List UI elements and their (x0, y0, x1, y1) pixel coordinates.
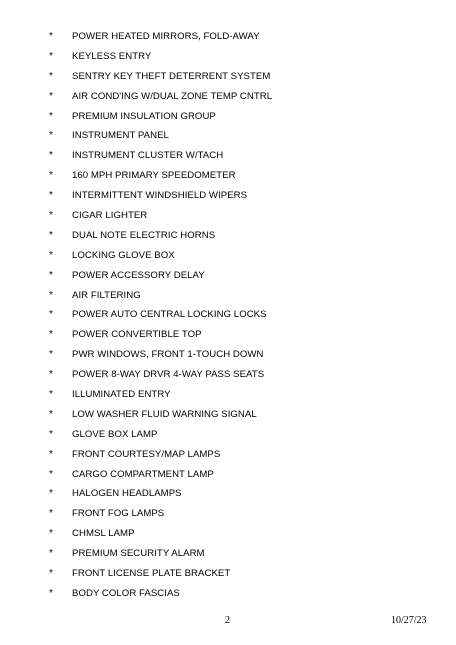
bullet-marker: * (49, 468, 53, 480)
list-item (0, 69, 456, 89)
bullet-marker: * (49, 568, 53, 580)
bullet-marker: * (49, 70, 53, 82)
list-item-label: FRONT FOG LAMPS (72, 508, 165, 520)
list-item (0, 566, 456, 586)
list-item-label: LOCKING GLOVE BOX (72, 249, 175, 261)
list-item (0, 367, 456, 387)
bullet-marker: * (49, 428, 53, 440)
bullet-marker: * (49, 90, 53, 102)
list-item (0, 248, 456, 268)
bullet-marker: * (49, 369, 53, 381)
list-item-label: CHMSL LAMP (72, 528, 135, 540)
list-item-label: CIGAR LIGHTER (72, 210, 148, 222)
list-item-label: FRONT LICENSE PLATE BRACKET (72, 568, 231, 580)
list-item (0, 49, 456, 69)
list-item (0, 327, 456, 347)
list-item-label: BODY COLOR FASCIAS (72, 587, 180, 599)
page-number: 2 (225, 615, 230, 626)
bullet-marker: * (49, 269, 53, 281)
list-item (0, 467, 456, 487)
bullet-marker: * (49, 229, 53, 241)
list-item-label: PREMIUM INSULATION GROUP (72, 110, 216, 122)
list-item (0, 447, 456, 467)
bullet-marker: * (49, 548, 53, 560)
list-item (0, 168, 456, 188)
list-item (0, 268, 456, 288)
bullet-marker: * (49, 408, 53, 420)
list-item (0, 109, 456, 129)
bullet-marker: * (49, 50, 53, 62)
list-item (0, 148, 456, 168)
list-item-label: GLOVE BOX LAMP (72, 428, 158, 440)
list-item-label: POWER AUTO CENTRAL LOCKING LOCKS (72, 309, 267, 321)
list-item (0, 188, 456, 208)
bullet-marker: * (49, 190, 53, 202)
list-item-label: POWER CONVERTIBLE TOP (72, 329, 202, 341)
list-item (0, 128, 456, 148)
list-item (0, 89, 456, 109)
bullet-marker: * (49, 528, 53, 540)
list-item-label: INSTRUMENT CLUSTER W/TACH (72, 150, 224, 162)
list-item (0, 307, 456, 327)
bullet-marker: * (49, 130, 53, 142)
list-item-label: INTERMITTENT WINDSHIELD WIPERS (72, 190, 248, 202)
list-item (0, 586, 456, 606)
list-item-label: PWR WINDOWS, FRONT 1-TOUCH DOWN (72, 349, 264, 361)
bullet-marker: * (49, 150, 53, 162)
bullet-marker: * (49, 508, 53, 520)
list-item (0, 427, 456, 447)
list-item-label: AIR COND'ING W/DUAL ZONE TEMP CNTRL (72, 90, 273, 102)
bullet-marker: * (49, 289, 53, 301)
list-item (0, 486, 456, 506)
bullet-marker: * (49, 587, 53, 599)
list-item-label: KEYLESS ENTRY (72, 50, 152, 62)
list-item-label: AIR FILTERING (72, 289, 141, 301)
bullet-marker: * (49, 329, 53, 341)
list-item-label: HALOGEN HEADLAMPS (72, 488, 182, 500)
list-item-label: POWER 8-WAY DRVR 4-WAY PASS SEATS (72, 369, 265, 381)
list-item (0, 407, 456, 427)
list-item (0, 347, 456, 367)
list-item (0, 526, 456, 546)
list-item (0, 506, 456, 526)
bullet-marker: * (49, 249, 53, 261)
list-item-label: CARGO COMPARTMENT LAMP (72, 468, 214, 480)
bullet-marker: * (49, 170, 53, 182)
list-item-label: DUAL NOTE ELECTRIC HORNS (72, 229, 216, 241)
list-item-label: POWER ACCESSORY DELAY (72, 269, 205, 281)
bullet-marker: * (49, 31, 53, 42)
bullet-marker: * (49, 309, 53, 321)
list-item (0, 228, 456, 248)
bullet-marker: * (49, 448, 53, 460)
bullet-marker: * (49, 488, 53, 500)
list-item (0, 208, 456, 228)
list-item-label: INSTRUMENT PANEL (72, 130, 169, 142)
list-item-label: 160 MPH PRIMARY SPEEDOMETER (72, 170, 236, 182)
list-item (0, 29, 456, 49)
list-item-label: LOW WASHER FLUID WARNING SIGNAL (72, 408, 257, 420)
list-item-label: PREMIUM SECURITY ALARM (72, 548, 205, 560)
list-item-label: ILLUMINATED ENTRY (72, 389, 171, 401)
bullet-marker: * (49, 389, 53, 401)
bullet-marker: * (49, 210, 53, 222)
list-item (0, 546, 456, 566)
list-item-label: SENTRY KEY THEFT DETERRENT SYSTEM (72, 70, 271, 82)
document-date: 10/27/23 (391, 615, 427, 626)
bullet-marker: * (49, 110, 53, 122)
list-item (0, 288, 456, 308)
list-item-label: POWER HEATED MIRRORS, FOLD-AWAY (72, 31, 260, 42)
bullet-marker: * (49, 349, 53, 361)
list-item-label: FRONT COURTESY/MAP LAMPS (72, 448, 221, 460)
feature-list (0, 29, 456, 606)
list-item (0, 387, 456, 407)
